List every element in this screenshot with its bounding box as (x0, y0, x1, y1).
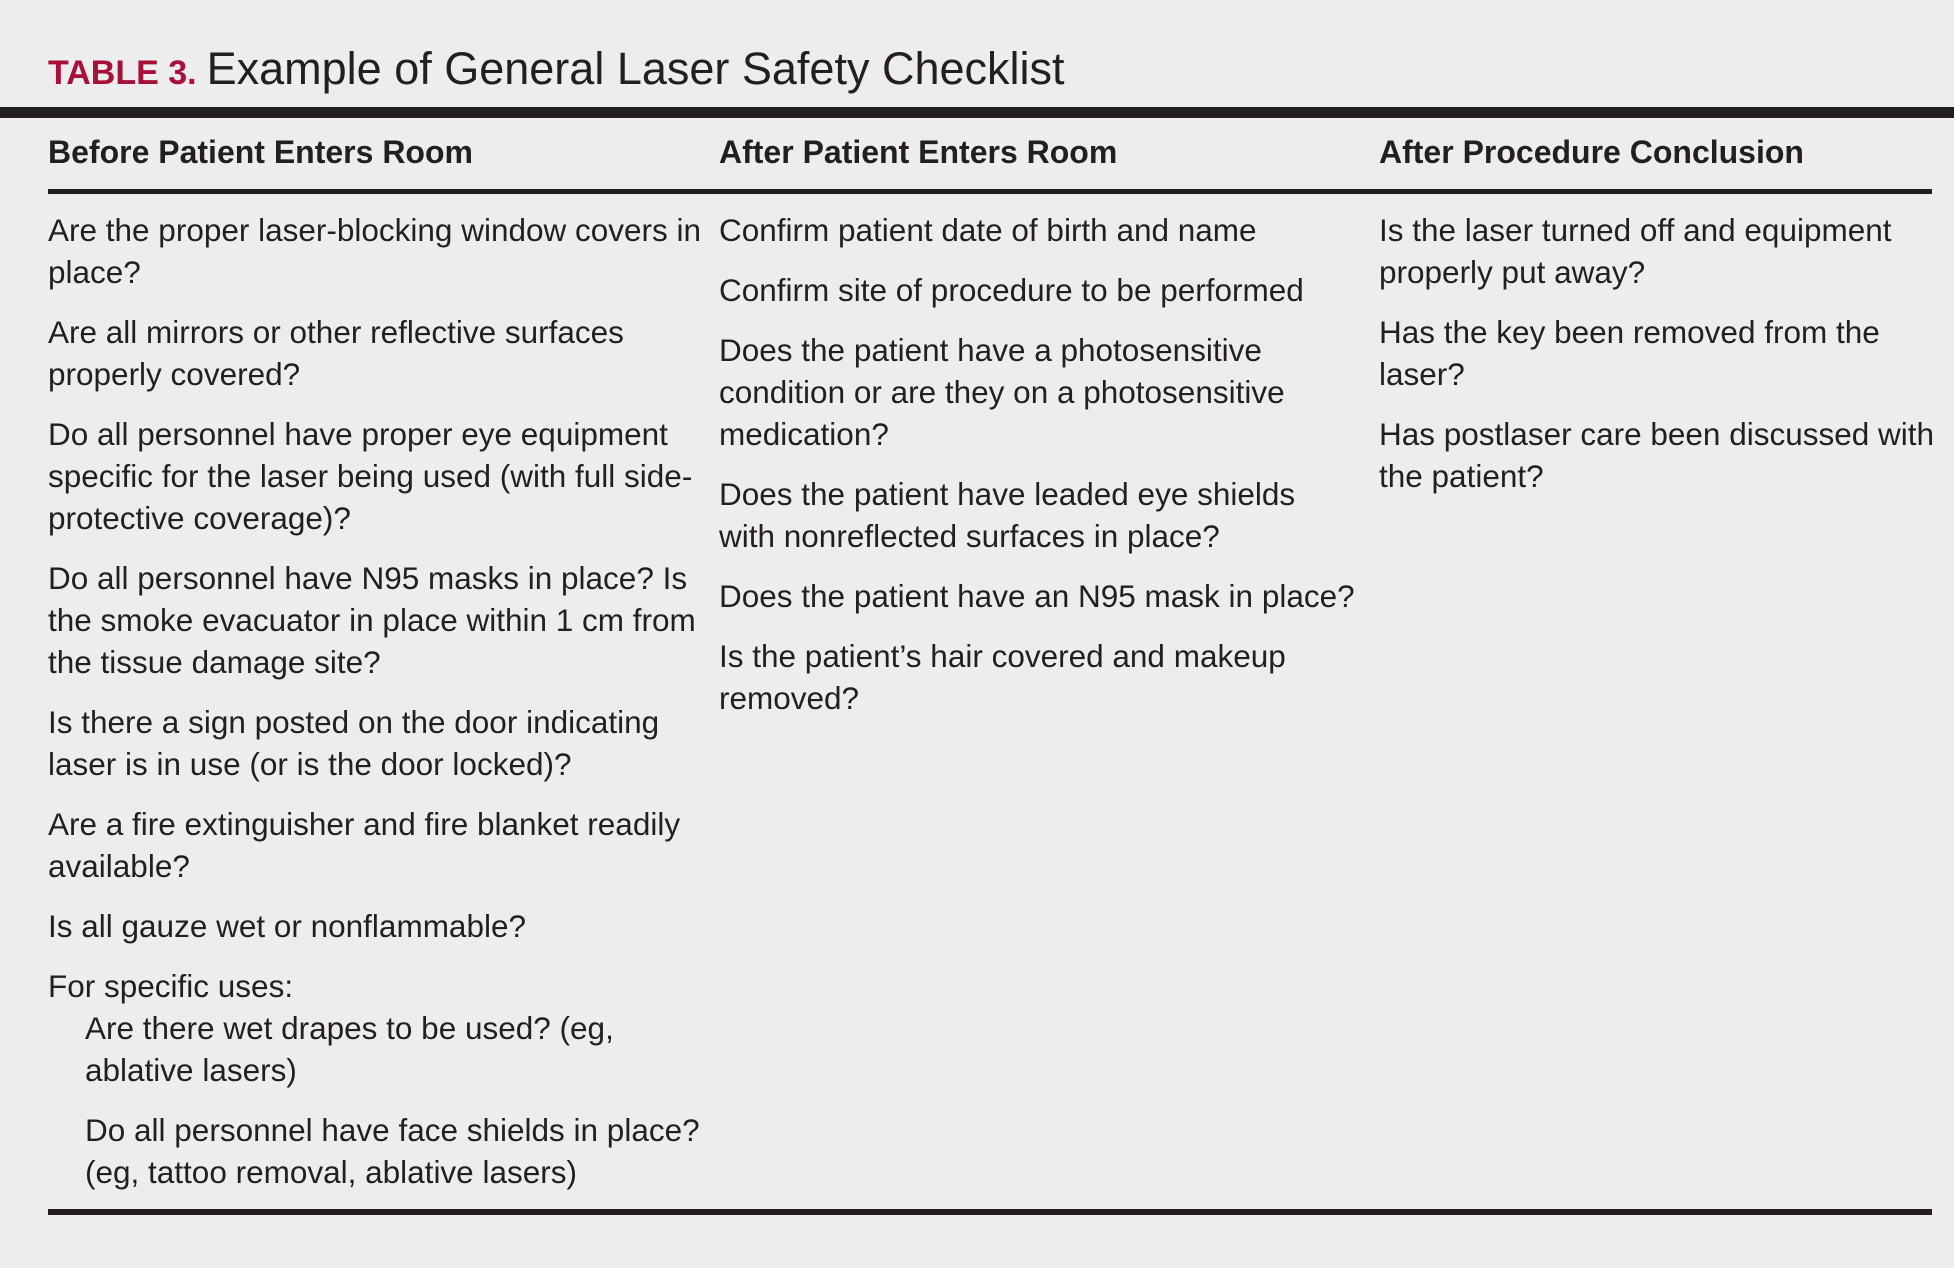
top-rule (0, 107, 1954, 118)
checklist-item: Is the laser turned off and equipment properly put away? (1379, 212, 1892, 290)
checklist-item: Is there a sign posted on the door indicating laser is in use (or is the door locked)? (48, 704, 660, 782)
checklist-item: Does the patient have leaded eye shields with nonreflected surfaces in place? (719, 476, 1296, 554)
bottom-rule (48, 1209, 1932, 1215)
checklist-item: Confirm site of procedure to be performed (719, 272, 1304, 308)
column-after-procedure (1379, 209, 1939, 515)
column-header-after-procedure: After Procedure Conclusion (1379, 134, 1804, 170)
checklist-item: Are the proper laser-blocking window covers in place? (48, 212, 702, 290)
checklist-item: Does the patient have an N95 mask in place? (719, 578, 1355, 614)
checklist-subheading: For specific uses: (48, 968, 294, 1004)
table-number-label: TABLE 3. (48, 54, 197, 92)
checklist-item: Are a fire extinguisher and fire blanket readily available? (48, 806, 681, 884)
table-title-text: Example of General Laser Safety Checklist (206, 43, 1065, 94)
checklist-item: Has postlaser care been discussed with the patient? (1379, 416, 1935, 494)
table-title (48, 38, 1065, 100)
column-before-patient (48, 209, 708, 1211)
checklist-item: Confirm patient date of birth and name (719, 212, 1257, 248)
checklist-subitem: Do all personnel have face shields in place? (eg, tattoo removal, ablative lasers) (85, 1112, 700, 1190)
column-after-patient-enters (719, 209, 1359, 737)
column-header-before-patient: Before Patient Enters Room (48, 134, 473, 170)
checklist-item: Do all personnel have proper eye equipment specific for the laser being used (with full side-protective coverage)? (48, 416, 693, 536)
checklist-item: Does the patient have a photosensitive condition or are they on a photosensitive medication? (719, 332, 1285, 452)
header-rule (48, 189, 1932, 194)
checklist-item: Has the key been removed from the laser? (1379, 314, 1880, 392)
checklist-item: Is the patient’s hair covered and makeup removed? (719, 638, 1286, 716)
checklist-item: Is all gauze wet or nonflammable? (48, 908, 527, 944)
checklist-item: Do all personnel have N95 masks in place? Is the smoke evacuator in place within 1 cm from the tissue damage site? (48, 560, 696, 680)
checklist-subitem: Are there wet drapes to be used? (eg, ablative lasers) (85, 1010, 614, 1088)
column-header-after-patient-enters: After Patient Enters Room (719, 134, 1118, 170)
checklist-item: Are all mirrors or other reflective surfaces properly covered? (48, 314, 624, 392)
